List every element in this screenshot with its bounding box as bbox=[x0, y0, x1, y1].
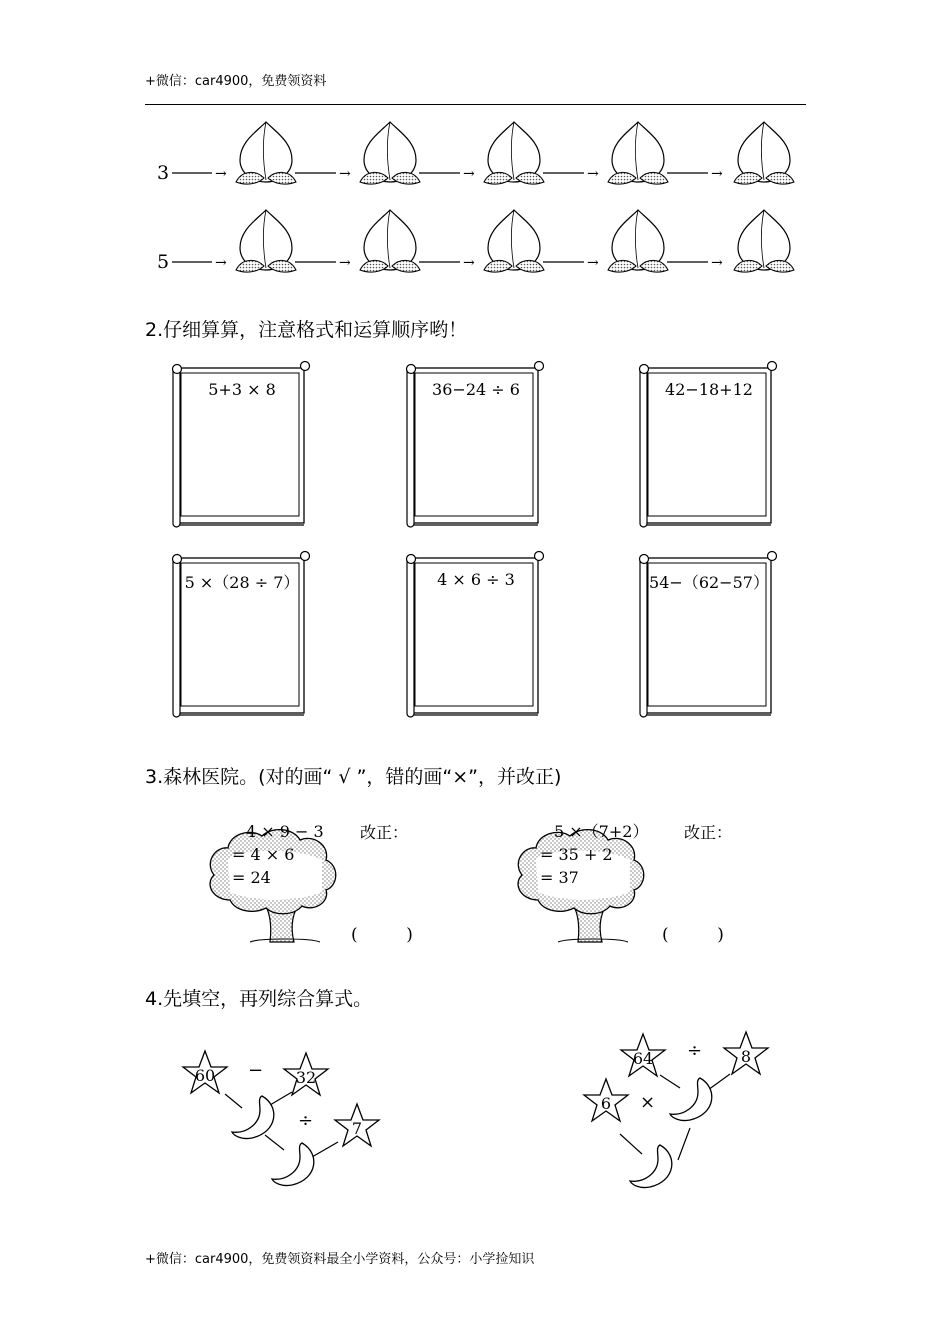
peach-chain-2 bbox=[172, 210, 794, 272]
scroll-expression-4: 5 ×（28 ÷ 7） bbox=[184, 573, 300, 592]
section-2-title: 2.仔细算算，注意格式和运算顺序哟！ bbox=[145, 319, 468, 341]
star-right-b: 8 bbox=[740, 1047, 752, 1066]
left-operator-2: ÷ bbox=[298, 1110, 314, 1131]
svg-text:→: → bbox=[339, 166, 351, 182]
right-operator-2: × bbox=[640, 1092, 656, 1113]
svg-text:→: → bbox=[215, 255, 227, 271]
scroll-expression-6: 54−（62−57） bbox=[649, 573, 769, 592]
tree-1-line-1: 4 × 9 − 3 bbox=[246, 822, 324, 841]
scroll-expression-1: 5+3 × 8 bbox=[208, 380, 276, 399]
chain-start-1: 3 bbox=[157, 162, 170, 184]
svg-text:→: → bbox=[711, 166, 723, 182]
scroll-expression-2: 36−24 ÷ 6 bbox=[432, 380, 520, 399]
section-4-title: 4.先填空，再列综合算式。 bbox=[145, 988, 373, 1010]
tree-2-line-3: = 37 bbox=[540, 868, 579, 887]
right-operator-1: ÷ bbox=[687, 1040, 703, 1061]
star-right-a: 64 bbox=[632, 1049, 654, 1068]
star-right-c: 6 bbox=[600, 1094, 612, 1113]
tree-2-answer-paren[interactable]: ( ) bbox=[662, 925, 724, 945]
chain-start-2: 5 bbox=[157, 251, 170, 273]
svg-text:→: → bbox=[711, 255, 723, 271]
peach-chain-1 bbox=[172, 122, 794, 184]
star-left-b: 32 bbox=[295, 1068, 317, 1087]
star-left-c: 7 bbox=[351, 1119, 363, 1138]
tree-2-line-2: = 35 + 2 bbox=[540, 845, 613, 864]
svg-text:→: → bbox=[463, 255, 475, 271]
tree-1-line-2: = 4 × 6 bbox=[232, 845, 295, 864]
left-operator-1: − bbox=[248, 1060, 264, 1081]
tree-1-fix-label: 改正： bbox=[360, 823, 409, 842]
svg-text:→: → bbox=[463, 166, 475, 182]
tree-1-expression bbox=[232, 820, 324, 889]
section-3-title: 3.森林医院。(对的画“ √ ”，错的画“×”，并改正) bbox=[145, 766, 562, 788]
tree-2-line-1: 5 ×（7+2） bbox=[554, 822, 649, 841]
footer-note: +微信：car4900，免费领资料最全小学资料，公众号：小学捡知识 bbox=[145, 1252, 535, 1267]
tree-2-fix-label: 改正： bbox=[684, 823, 733, 842]
tree-1-answer-paren[interactable]: ( ) bbox=[351, 925, 413, 945]
svg-text:→: → bbox=[587, 166, 599, 182]
svg-text:→: → bbox=[215, 166, 227, 182]
tree-2-expression bbox=[540, 820, 648, 889]
scroll-expression-5: 4 × 6 ÷ 3 bbox=[437, 570, 515, 589]
scroll-expression-3: 42−18+12 bbox=[665, 380, 753, 399]
svg-text:→: → bbox=[339, 255, 351, 271]
header-note: +微信：car4900，免费领资料 bbox=[145, 74, 327, 89]
tree-1-line-3: = 24 bbox=[232, 868, 271, 887]
svg-text:→: → bbox=[587, 255, 599, 271]
star-left-a: 60 bbox=[194, 1066, 216, 1085]
